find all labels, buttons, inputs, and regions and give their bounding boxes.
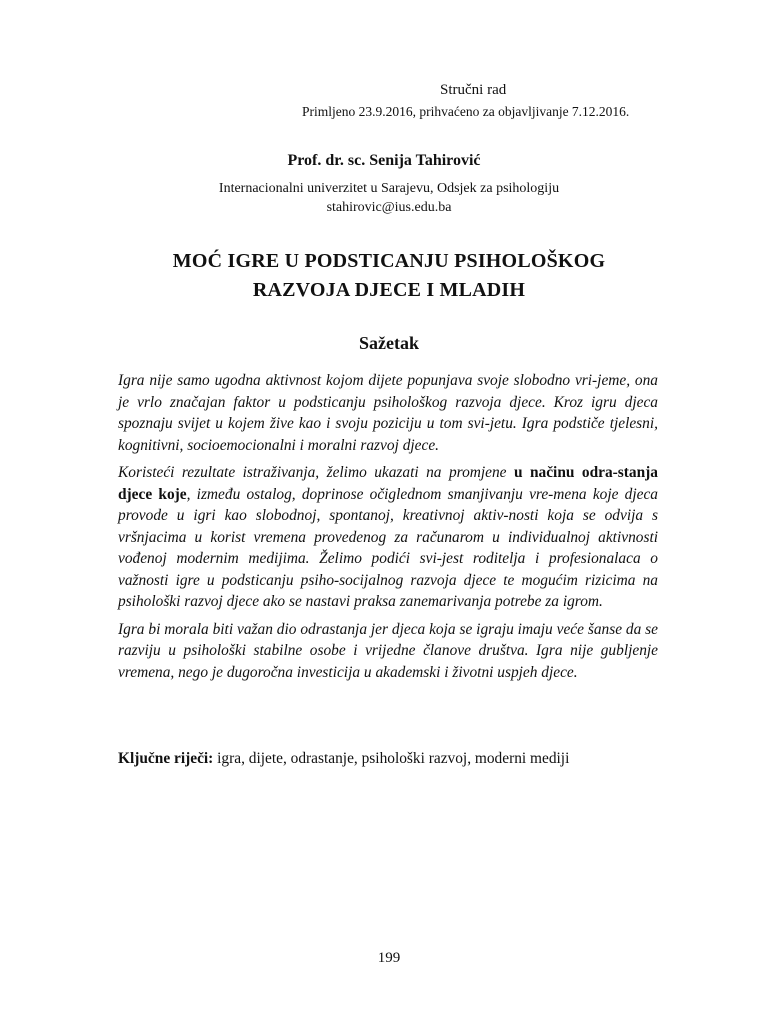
abstract-paragraph-2 bbox=[118, 462, 658, 613]
title-line-1: MOĆ IGRE U PODSTICANJU PSIHOLOŠKOG bbox=[172, 250, 606, 272]
author-email: stahirovic@ius.edu.ba bbox=[326, 200, 452, 215]
author-name: Prof. dr. sc. Senija Tahirović bbox=[287, 152, 481, 169]
abstract-body bbox=[118, 370, 658, 689]
paper-title bbox=[0, 247, 768, 305]
paper-type: Stručni rad bbox=[440, 82, 507, 98]
abstract-p2-bold: u načinu odra-stanja djece koje bbox=[118, 464, 658, 503]
abstract-p2-start: Koristeći rezultate istraživanja, želimo ukazati na promjene bbox=[118, 464, 514, 481]
title-line-2: RAZVOJA DJECE I MLADIH bbox=[252, 279, 526, 301]
page-number: 199 bbox=[377, 950, 401, 966]
author-block bbox=[0, 179, 768, 217]
keywords bbox=[118, 748, 678, 769]
abstract-paragraph-3: Igra bi morala biti važan dio odrastanja jer djeca koja se igraju imaju veće šanse da se razviju u psihološki stabilne osobe i vrijedne članove društva. Igra nije gubljenje vremena, nego je dugoročna investicija u akademski i životni uspjeh djece. bbox=[118, 620, 658, 681]
abstract-p2-end: , između ostalog, doprinose očiglednom smanjivanju vre-mena koje djeca provode u igri kao slobodnoj, spontanoj, kreativnoj aktiv-nosti koja se odvija s vršnjacima u korist vremena provedenog za računarom u individualnoj aktivnosti vođenoj modernim medijima. Želimo podići svi-jest roditelja i profesionalaca o važnosti igre u podsticanju psiho-socijalnog razvoja djece te mogućim rizicima na psihološki razvoj djece ako se nastavi praksa zanemarivanja potrebe za igrom. bbox=[118, 485, 658, 610]
abstract-heading: Sažetak bbox=[359, 333, 419, 353]
keywords-label: Ključne riječi: bbox=[118, 750, 214, 767]
abstract-paragraph-1: Igra nije samo ugodna aktivnost kojom dijete popunjava svoje slobodno vri-jeme, ona je vrlo značajan faktor u podsticanju psihološkog razvoja djece. Kroz igru djeca spoznaju svijet u kojem žive kao i svoju poziciju u tom svi-jetu. Igra podstiče tjelesni, kognitivni, socioemocionalni i moralni razvoj djece. bbox=[118, 372, 658, 454]
author-affiliation: Internacionalni univerzitet u Sarajevu, Odsjek za psihologiju bbox=[218, 181, 560, 196]
keywords-text: igra, dijete, odrastanje, psihološki razvoj, moderni mediji bbox=[213, 750, 570, 767]
submission-dates: Primljeno 23.9.2016, prihvaćeno za objavljivanje 7.12.2016. bbox=[302, 104, 630, 119]
